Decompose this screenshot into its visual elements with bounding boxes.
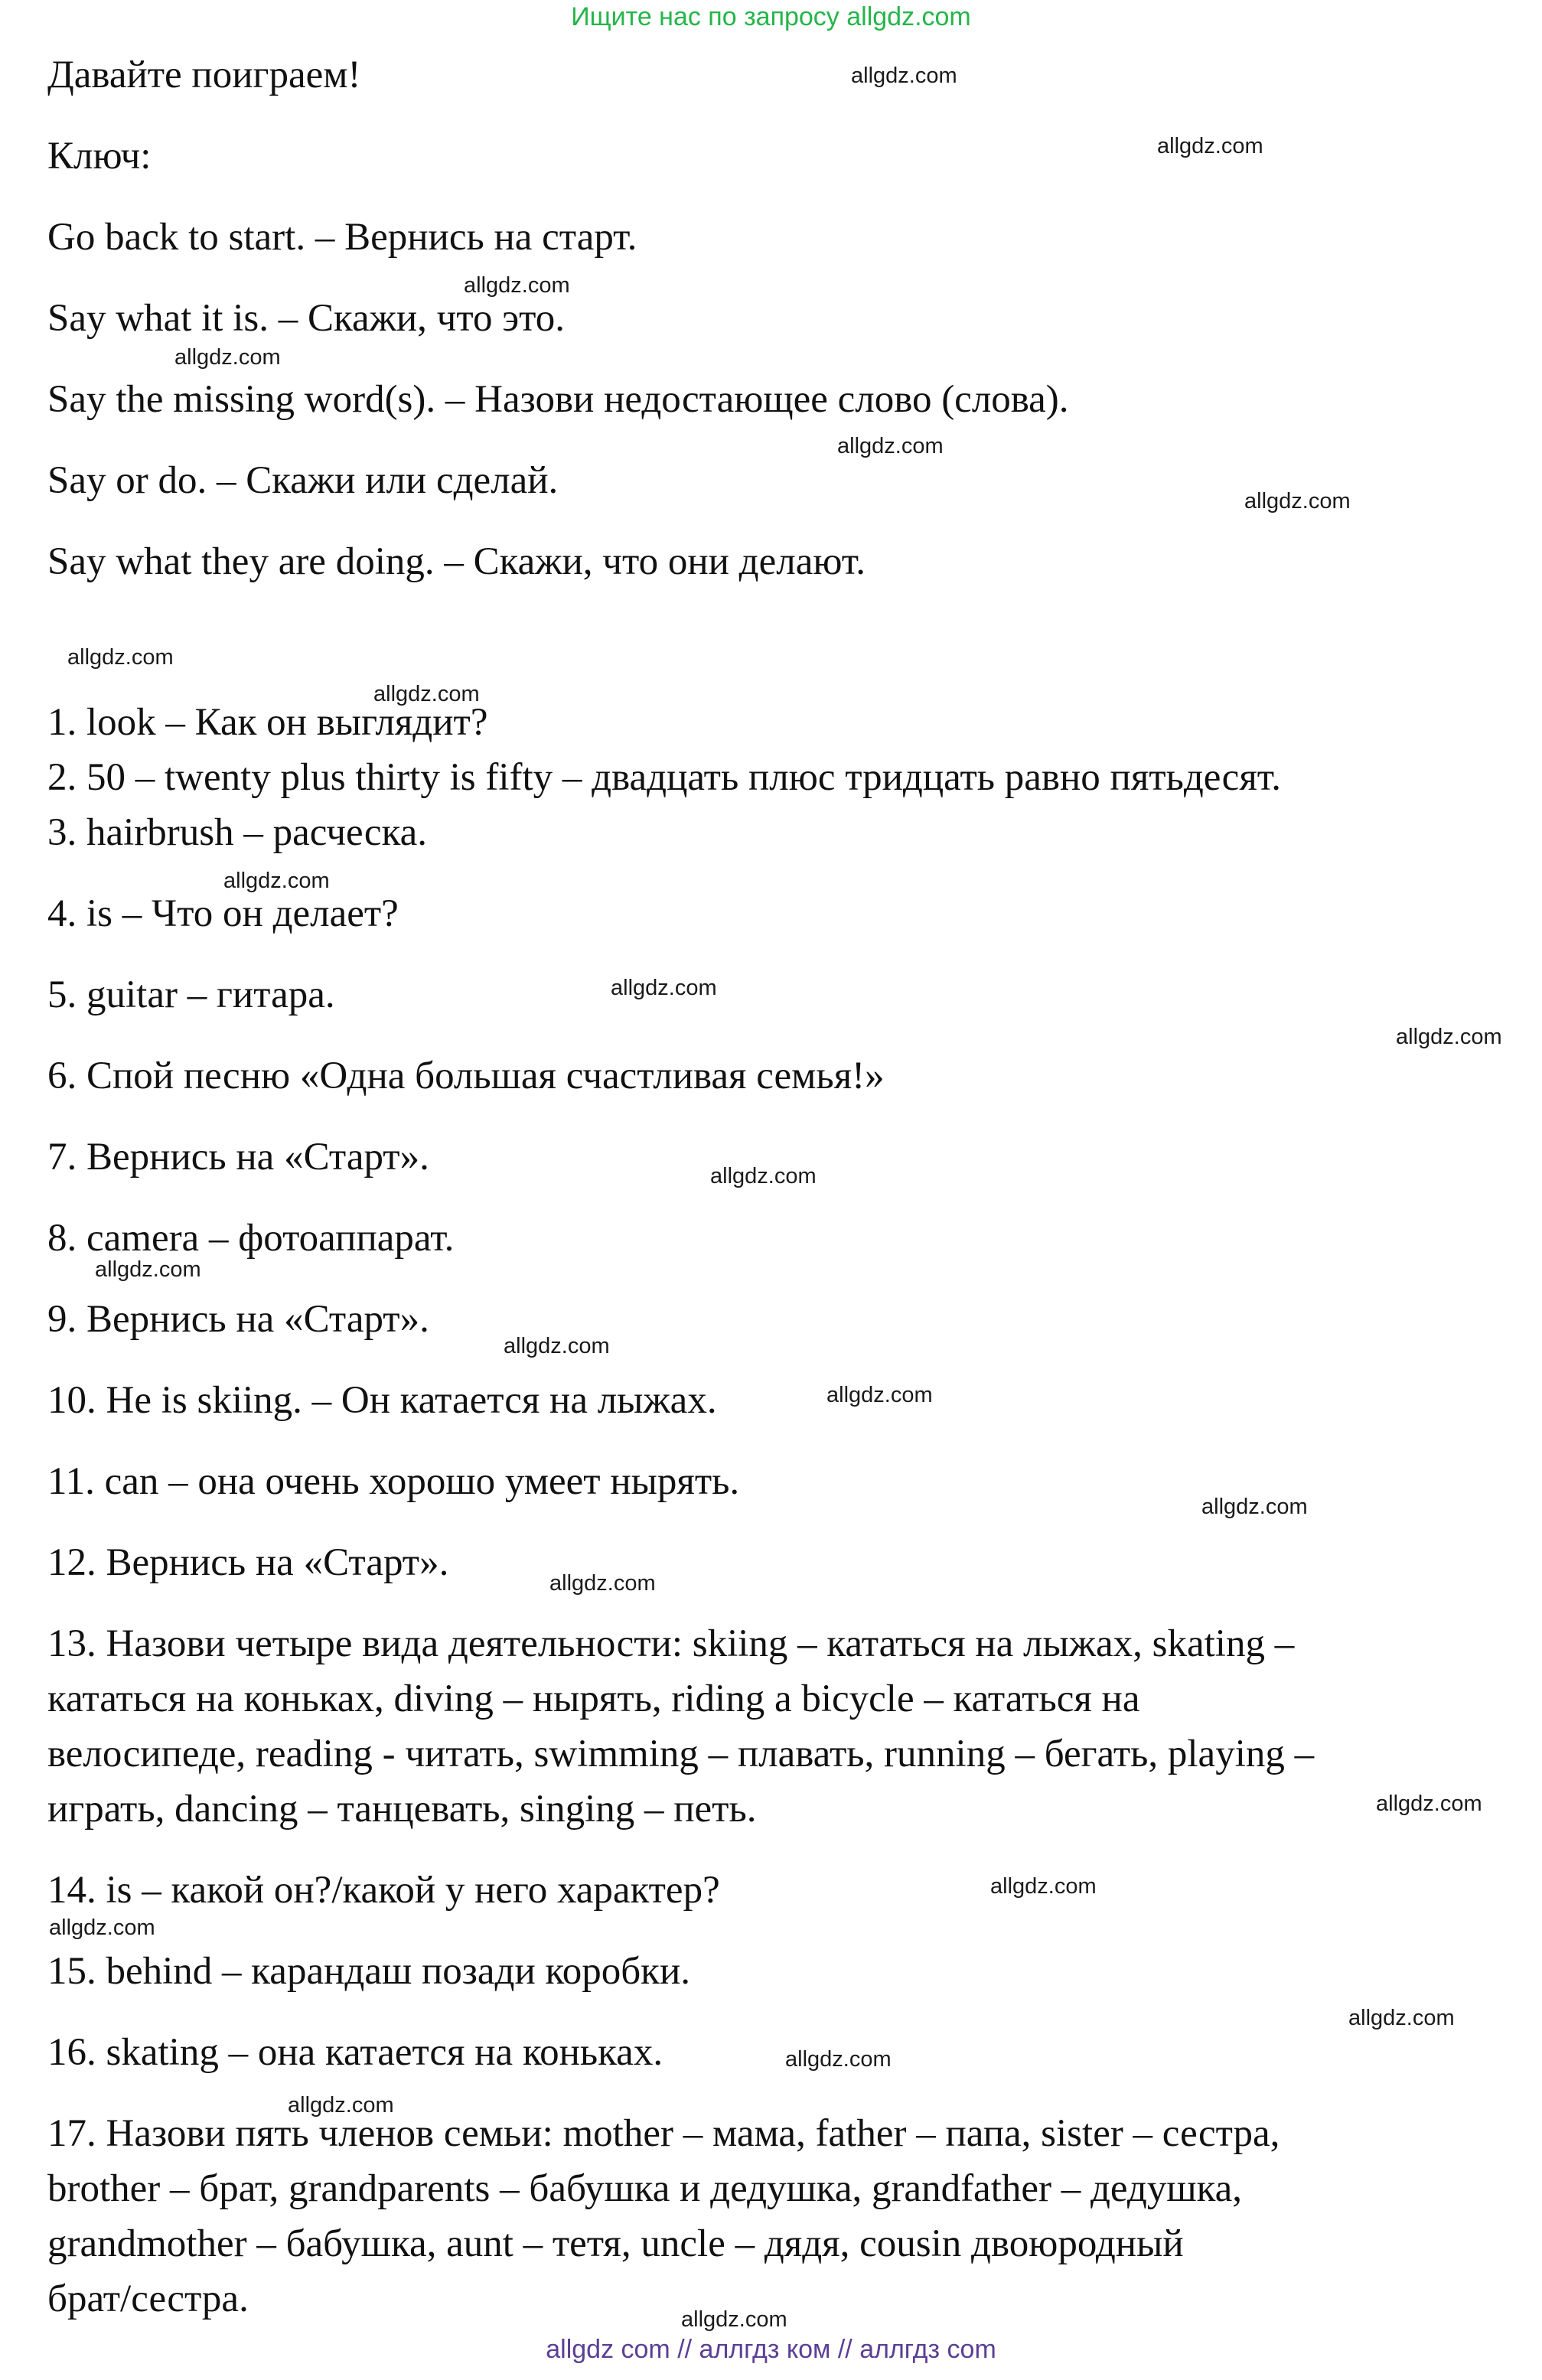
answer-line: 12. Вернись на «Старт». xyxy=(47,1541,449,1584)
watermark: allgdz.com xyxy=(1157,134,1263,158)
answer-line: велосипеде, reading - читать, swimming – плавать, running – бегать, playing – xyxy=(47,1733,1315,1775)
watermark: allgdz.com xyxy=(549,1571,656,1596)
answer-line: играть, dancing – танцевать, singing – петь. xyxy=(47,1788,757,1831)
answer-line: 17. Назови пять членов семьи: mother – мама, father – папа, sister – сестра, xyxy=(47,2112,1280,2155)
answer-line: brother – брат, grandparents – бабушка и дедушка, grandfather – дедушка, xyxy=(47,2167,1243,2210)
watermark: allgdz.com xyxy=(681,2307,787,2332)
watermark: allgdz.com xyxy=(826,1383,933,1407)
answer-line: 5. guitar – гитара. xyxy=(47,973,335,1016)
answer-line: 13. Назови четыре вида деятельности: skiing – кататься на лыжах, skating – xyxy=(47,1622,1295,1665)
answer-line: кататься на коньках, diving – нырять, riding a bicycle – кататься на xyxy=(47,1677,1140,1720)
answer-line: 1. look – Как он выглядит? xyxy=(47,701,488,744)
top-banner: Ищите нас по запросу allgdz.com xyxy=(571,2,971,31)
watermark: allgdz.com xyxy=(1201,1495,1308,1519)
watermark: allgdz.com xyxy=(611,976,717,1000)
answer-line: 4. is – Что он делает? xyxy=(47,892,399,935)
watermark: allgdz.com xyxy=(67,645,174,670)
answer-line: 15. behind – карандаш позади коробки. xyxy=(47,1950,691,1993)
watermark: allgdz.com xyxy=(851,64,957,88)
key-line: Say or do. – Скажи или сделай. xyxy=(47,459,559,502)
watermark: allgdz.com xyxy=(837,434,944,458)
watermark: allgdz.com xyxy=(49,1915,155,1940)
answer-line: grandmother – бабушка, aunt – тетя, uncle – дядя, cousin двоюродный xyxy=(47,2222,1184,2265)
watermark: allgdz.com xyxy=(288,2093,394,2118)
answer-line: 14. is – какой он?/какой у него характер? xyxy=(47,1869,720,1912)
answer-line: 2. 50 – twenty plus thirty is fifty – двадцать плюс тридцать равно пятьдесят. xyxy=(47,756,1281,799)
key-line: Go back to start. – Вернись на старт. xyxy=(47,216,637,259)
answer-line: 9. Вернись на «Старт». xyxy=(47,1298,429,1341)
key-line: Say the missing word(s). – Назови недостающее слово (слова). xyxy=(47,378,1069,421)
key-label: Ключ: xyxy=(47,135,152,178)
watermark: allgdz.com xyxy=(174,345,281,370)
watermark: allgdz.com xyxy=(223,869,330,893)
watermark: allgdz.com xyxy=(373,682,480,706)
answer-line: 8. camera – фотоаппарат. xyxy=(47,1217,455,1260)
footer-links: allgdz com // аллгдз ком // аллгдз com xyxy=(546,2335,996,2364)
watermark: allgdz.com xyxy=(785,2047,892,2072)
watermark: allgdz.com xyxy=(464,273,570,298)
answer-line: брат/сестра. xyxy=(47,2277,249,2320)
watermark: allgdz.com xyxy=(1396,1025,1502,1049)
answer-line: 16. skating – она катается на коньках. xyxy=(47,2031,663,2074)
answer-line: 7. Вернись на «Старт». xyxy=(47,1136,429,1179)
answer-line: 10. He is skiing. – Он катается на лыжах. xyxy=(47,1379,717,1422)
watermark: allgdz.com xyxy=(990,1874,1097,1899)
page-title: Давайте поиграем! xyxy=(47,54,361,96)
watermark: allgdz.com xyxy=(504,1334,610,1358)
answer-line: 11. can – она очень хорошо умеет нырять. xyxy=(47,1460,740,1503)
watermark: allgdz.com xyxy=(1348,2006,1455,2030)
answer-line: 6. Спой песню «Одна большая счастливая семья!» xyxy=(47,1055,885,1097)
watermark: allgdz.com xyxy=(1244,489,1351,513)
answer-line: 3. hairbrush – расческа. xyxy=(47,811,427,854)
watermark: allgdz.com xyxy=(95,1257,201,1282)
watermark: allgdz.com xyxy=(1376,1792,1482,1816)
watermark: allgdz.com xyxy=(710,1164,817,1188)
key-line: Say what it is. – Скажи, что это. xyxy=(47,297,565,340)
key-line: Say what they are doing. – Скажи, что они делают. xyxy=(47,540,866,583)
